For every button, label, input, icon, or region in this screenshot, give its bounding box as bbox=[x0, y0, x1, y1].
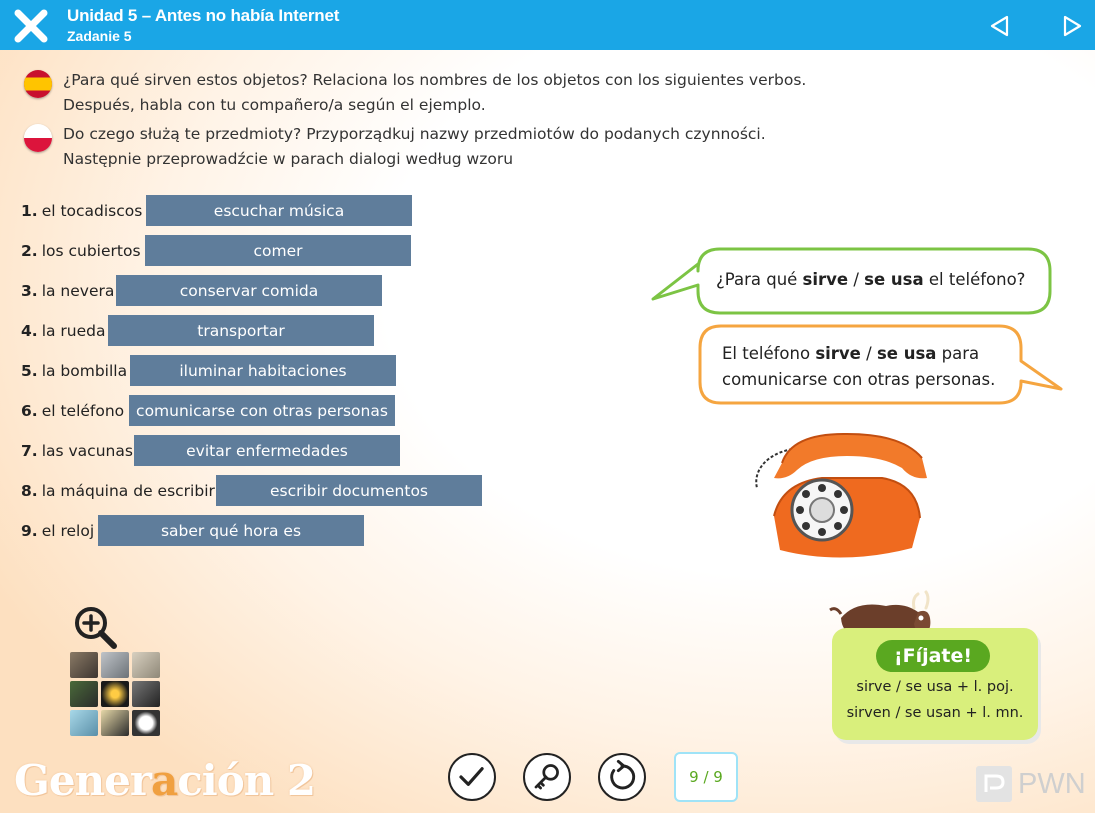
list-item bbox=[21, 235, 141, 266]
list-item bbox=[21, 395, 124, 426]
item-number: 2. bbox=[21, 241, 38, 260]
question-bold-sirve: sirve bbox=[802, 270, 849, 289]
answer-bold-sirve: sirve bbox=[815, 344, 861, 363]
brand-text-2: ción 2 bbox=[177, 756, 316, 805]
thumb-tocadiscos bbox=[70, 652, 98, 678]
item-number: 4. bbox=[21, 321, 38, 340]
item-number: 5. bbox=[21, 361, 38, 380]
item-label: la rueda bbox=[41, 321, 106, 340]
triangle-right-icon[interactable] bbox=[1062, 14, 1084, 38]
instruction-es-line2: Después, habla con tu compañero/a según el ejemplo. bbox=[63, 96, 486, 114]
item-number: 8. bbox=[21, 481, 38, 500]
brand-text-highlight: a bbox=[150, 756, 178, 805]
answer-box[interactable]: evitar enfermedades bbox=[134, 435, 400, 466]
list-item bbox=[21, 355, 127, 386]
thumb-telefono bbox=[132, 681, 160, 707]
item-label: el teléfono bbox=[41, 401, 125, 420]
thumb-rueda bbox=[70, 681, 98, 707]
thumb-maquina bbox=[101, 710, 129, 736]
page-subtitle: Zadanie 5 bbox=[67, 28, 132, 44]
item-number: 9. bbox=[21, 521, 38, 540]
question-sep: / bbox=[848, 270, 865, 289]
answer-box[interactable]: comer bbox=[145, 235, 411, 266]
item-label: el tocadiscos bbox=[41, 201, 143, 220]
publisher-logo bbox=[976, 766, 1086, 802]
item-label: los cubiertos bbox=[41, 241, 141, 260]
instruction-es-line1: ¿Para qué sirven estos objetos? Relaciona los nombres de los objetos con los siguientes verbos. bbox=[63, 71, 807, 89]
zoom-in-icon[interactable] bbox=[72, 604, 118, 650]
page-counter: 9 / 9 bbox=[674, 752, 738, 802]
top-bar bbox=[0, 0, 1095, 50]
list-item bbox=[21, 195, 142, 226]
question-text-end: el teléfono? bbox=[923, 270, 1026, 289]
instruction-pl bbox=[24, 122, 766, 172]
item-number: 1. bbox=[21, 201, 38, 220]
list-item bbox=[21, 515, 94, 546]
item-label: la máquina de escribir bbox=[41, 481, 215, 500]
telephone-illustration bbox=[752, 428, 932, 563]
list-item bbox=[21, 275, 114, 306]
answer-text-para: para bbox=[936, 344, 980, 363]
list-item bbox=[21, 315, 106, 346]
thumbnail-grid[interactable] bbox=[70, 652, 160, 736]
brand-text-1: Gener bbox=[14, 756, 151, 805]
spain-flag-icon bbox=[24, 70, 52, 98]
list-item bbox=[21, 435, 133, 466]
close-x-icon[interactable] bbox=[14, 9, 48, 43]
thumb-vacunas bbox=[70, 710, 98, 736]
answer-line2: comunicarse con otras personas. bbox=[722, 370, 996, 389]
answer-box[interactable]: iluminar habitaciones bbox=[130, 355, 396, 386]
thumb-cubiertos bbox=[101, 652, 129, 678]
question-bold-se-usa: se usa bbox=[864, 270, 924, 289]
thumb-reloj bbox=[132, 710, 160, 736]
item-number: 3. bbox=[21, 281, 38, 300]
answer-box[interactable]: escuchar música bbox=[146, 195, 412, 226]
fijate-line1: sirve / se usa + l. poj. bbox=[856, 679, 1014, 695]
page-title: Unidad 5 – Antes no había Internet bbox=[67, 6, 340, 25]
answer-sep: / bbox=[860, 344, 877, 363]
thumb-nevera bbox=[132, 652, 160, 678]
thumb-bombilla bbox=[101, 681, 129, 707]
poland-flag-icon bbox=[24, 124, 52, 152]
item-label: el reloj bbox=[41, 521, 95, 540]
answer-bubble bbox=[722, 341, 995, 393]
instruction-pl-line2: Następnie przeprowadźcie w parach dialogi według wzoru bbox=[63, 150, 514, 168]
key-icon[interactable] bbox=[523, 753, 571, 801]
answer-bold-se-usa: se usa bbox=[876, 344, 937, 363]
question-text: ¿Para qué bbox=[716, 270, 803, 289]
item-label: la bombilla bbox=[41, 361, 128, 380]
item-number: 6. bbox=[21, 401, 38, 420]
item-number: 7. bbox=[21, 441, 38, 460]
answer-box[interactable]: escribir documentos bbox=[216, 475, 482, 506]
publisher-emblem-icon bbox=[976, 766, 1012, 802]
fijate-tag: ¡Fíjate! bbox=[876, 640, 990, 672]
reset-icon[interactable] bbox=[598, 753, 646, 801]
list-item bbox=[21, 475, 215, 506]
instruction-pl-line1: Do czego służą te przedmioty? Przyporządkuj nazwy przedmiotów do podanych czynności. bbox=[63, 125, 766, 143]
answer-box[interactable]: transportar bbox=[108, 315, 374, 346]
brand-logo bbox=[14, 756, 315, 805]
triangle-left-icon[interactable] bbox=[988, 14, 1010, 38]
answer-box[interactable]: saber qué hora es bbox=[98, 515, 364, 546]
fijate-line2: sirven / se usan + l. mn. bbox=[846, 705, 1024, 721]
instruction-es bbox=[24, 68, 806, 118]
answer-text: El teléfono bbox=[722, 344, 816, 363]
question-bubble bbox=[716, 270, 1025, 289]
item-label: la nevera bbox=[41, 281, 115, 300]
item-label: las vacunas bbox=[41, 441, 133, 460]
publisher-name: PWN bbox=[1018, 767, 1086, 800]
check-icon[interactable] bbox=[448, 753, 496, 801]
answer-box[interactable]: conservar comida bbox=[116, 275, 382, 306]
answer-box[interactable]: comunicarse con otras personas bbox=[129, 395, 395, 426]
